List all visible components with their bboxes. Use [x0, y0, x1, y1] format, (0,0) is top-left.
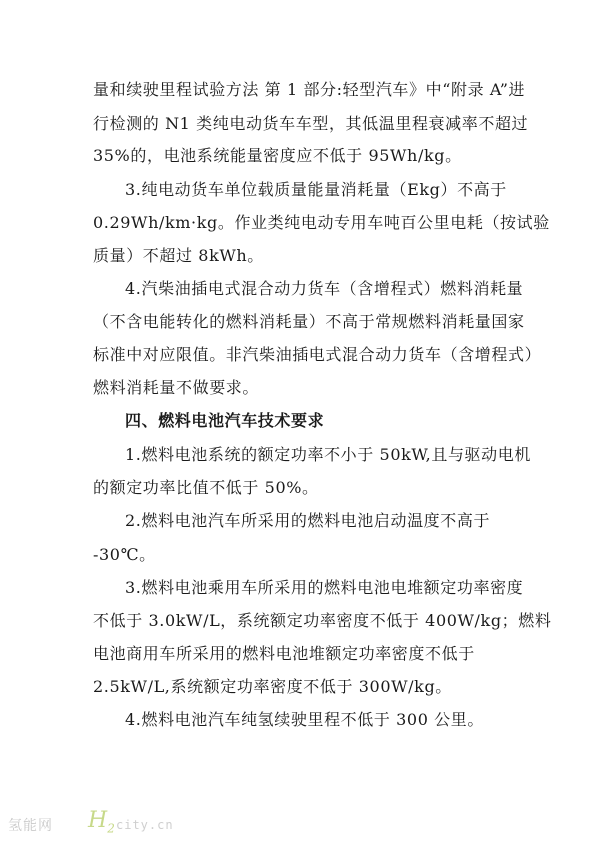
body-text-line: -30℃。: [93, 545, 156, 564]
body-text-line: 3.纯电动货车单位载质量能量消耗量（Ekg）不高于: [125, 180, 507, 199]
body-text-line: 4.汽柴油插电式混合动力货车（含增程式）燃料消耗量: [125, 279, 524, 298]
body-text-line: 不低于 3.0kW/L，系统额定功率密度不低于 400W/kg；燃料: [93, 611, 552, 630]
body-text-line: 35%的，电池系统能量密度应不低于 95Wh/kg。: [93, 146, 462, 165]
body-text-line: 质量）不超过 8kWh。: [93, 246, 264, 265]
body-text-line: 量和续驶里程试验方法 第 1 部分:轻型汽车》中“附录 A”进: [93, 80, 526, 99]
body-text-line: 2.5kW/L,系统额定功率密度不低于 300W/kg。: [93, 677, 452, 696]
body-text-line: 行检测的 N1 类纯电动货车车型，其低温里程衰减率不超过: [93, 114, 529, 133]
body-text-line: 标准中对应限值。非汽柴油插电式混合动力货车（含增程式）: [93, 345, 542, 364]
body-text-line: 1.燃料电池系统的额定功率不小于 50kW,且与驱动电机: [125, 445, 531, 464]
body-text-line: 的额定功率比值不低于 50%。: [93, 478, 319, 497]
body-text-line: 3.燃料电池乘用车所采用的燃料电池电堆额定功率密度: [125, 578, 524, 597]
body-text-line: 燃料消耗量不做要求。: [93, 378, 260, 397]
body-text-line: 2.燃料电池汽车所采用的燃料电池启动温度不高于: [125, 511, 491, 530]
watermark-domain: city.cn: [116, 818, 174, 832]
body-text-line: 0.29Wh/km·kg。作业类纯电动专用车吨百公里电耗（按试验: [93, 213, 550, 232]
section-heading: 四、燃料电池汽车技术要求: [125, 411, 325, 430]
body-text-line: （不含电能转化的燃料消耗量）不高于常规燃料消耗量国家: [93, 312, 525, 331]
body-text-line: 4.燃料电池汽车纯氢续驶里程不低于 300 公里。: [125, 710, 484, 729]
body-text-line: 电池商用车所采用的燃料电池堆额定功率密度不低于: [93, 644, 475, 663]
watermark-text: 氢能网: [8, 818, 53, 834]
watermark-logo: $H_2$: [88, 808, 115, 836]
